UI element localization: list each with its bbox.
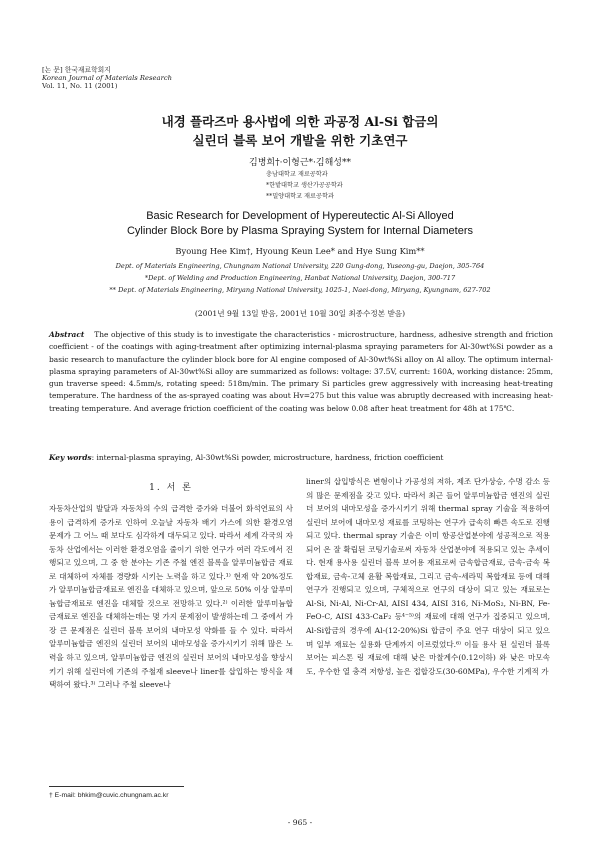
section-heading-introduction: 1. 서 론 [149, 483, 193, 493]
title-en-line1: Basic Research for Development of Hypereutectic Al-Si Alloyed [146, 210, 454, 222]
affiliation-en-2: *Dept. of Welding and Production Engineering, Hanbat National University, Daejon, 300-717 [144, 274, 456, 282]
body-paragraph-right: liner의 삽입방식은 변형이나 가공성의 저하, 제조 단가상승, 수명 감소 등의 많은 문제점을 갖고 있다. 따라서 최근 들어 알루미늄합금 엔진의 실린더 보어의 내마모성을 증가시키기 위해 thermal spray 기술을 적용하여 실린더 보어에 내마모성 재료를 코팅하는 연구가 급속히 빠른 속도로 진행되고 있다. thermal spray 기술은 이미 항공산업분야에 성공적으로 적용되어 온 잘 확립된 코팅기술로써 자동차 산업분야에 적용되고 있는 추세이다. 현재 용사용 실린더 블록 보어용 재료로써 금속합금재료, 금속-금속 복합재료, 금속-고체 윤활 복합재료, 그리고 금속-세라믹 복합재료 등에 대해 연구가 진행되고 있으며, 구체적으로 연구의 대상이 되고 있는 재료로는 Al-Si, Ni-Al, Ni-Cr-Al, AISI 434, AISI 316, Ni-MoS₂, Ni-BN, Fe-FeO-C, AISI 433-CaF₂ 등⁴⁻⁵⁾의 재료에 대해 연구가 집중되고 있으며, Al-Si합금의 경우에 Al-(12-20%)Si 합금이 주요 연구 대상이 되고 있으며 일부 재료는 실용화 단계까지 이르렀었다.⁶⁾ 이들 용사 된 실린더 블록 보어는 피스톤 링 재료에 대해 낮은 마찰계수(0.12이하) 와 낮은 마모속도, 우수한 열 충격 저항성, 높은 접합강도(30-60MPa), 우수한 기계적 가 [306, 477, 550, 676]
journal-name-ko: [논 문] 한국재료학회지 [42, 66, 111, 74]
body-paragraph-left: 자동차산업의 발달과 자동차의 수의 급격한 증가와 더불어 화석연료의 사용이 급격하게 증가로 인하여 오늘날 자동차 배기 가스에 의한 환경오염 문제가 그 어느 때 보다도 심각하게 대두되고 있다. 따라서 세계 각국의 자동차 산업에서는 이러한 환경오염을 줄이기 위한 연구가 여러 각도에서 진행되고 있으며, 그 중 한 분야는 기존 주철 엔진 블록을 알루미늄합금 재료로 대체하여 자체를 경량화 시키는 노력을 하고 있다.¹⁾ 현재 약 20%정도가 알루미늄합금재료로 엔진을 대체하고 있으며, 앞으로 50% 이상 알루미늄합금재료로 엔진을 대체할 것으로 전망하고 있다.²⁾ 이러한 알루미늄합금재료로 엔진을 대체하는데는 몇 가지 문제점이 발생하는데 그 중에서 가장 큰 문제점은 실린더 블록 보어의 내마모성 약화를 들 수 있다. 따라서 알루미늄합금 엔진의 실린더 보어의 내마모성을 증가시키기 위해 많은 노력을 하고 있으며, 알루미늄합금 엔진의 실린더 보어의 내마모성을 향상시키기 위해 실린더에 기존의 주철재 sleeve나 liner를 삽입하는 방식을 채택하여 왔다.³⁾ 그러나 주철 sleeve나 [49, 504, 293, 690]
journal-volume: Vol. 11, No. 11 (2001) [42, 82, 118, 91]
keywords [49, 452, 553, 464]
authors-en: Byoung Hee Kim†, Hyoung Keun Lee* and Hye Sung Kim** [175, 246, 425, 256]
abstract-text: The objective of this study is to investigate the characteristics - microstructure, hardness, adhesive strength and friction coefficient - of the coatings with aging-treatment after optimizing internal-plasma spraying parameters for Al-30wt%Si powder as a basic research to manufacture the cylinder block bore for Al engine composed of Al-30wt%Si alloy on Al alloy. The optimum internal-plasma spraying parameters of Al-30wt%Si alloy are summarized as follows: voltage: 37.5V, current: 160A, working distance: 25mm, gun traverse speed: 4.5mm/s, rotating speed: 518m/min. The primary Si particles grew aggressively with increasing heat-treating temperature. The hardness of the as-sprayed coating was about Hv=275 but this value was abruptly decreased with increasing heat-treating temperature. And average friction coefficient of the coating was below 0.08 after heat treatment for 48h at 175℃. [49, 330, 553, 413]
received-dates: (2001년 9월 13일 받음, 2001년 10월 30일 최종수정본 받음) [194, 309, 406, 318]
affiliation-en-1: Dept. of Materials Engineering, Chungnam National University, 220 Gung-dong, Yuseong-gu, Daejon, 305-764 [115, 262, 485, 270]
keywords-text: : internal-plasma spraying, Al-30wt%Si powder, microstructure, hardness, friction coefficient [91, 453, 444, 462]
title-ko-line2: 실린더 블록 보어 개발을 위한 기초연구 [192, 133, 408, 148]
page-number: - 965 - [287, 818, 313, 827]
journal-name-en: Korean Journal of Materials Research [42, 74, 173, 83]
authors-ko: 김병희†·이형근*·김해성** [249, 158, 351, 168]
footnote-email: † E-mail: bhkim@cuvic.chungnam.ac.kr [49, 792, 169, 799]
affiliation-en-3: ** Dept. of Materials Engineering, Miryang National University, 1025-1, Naei-dong, Miryang, Kyungnam, 627-702 [109, 286, 491, 294]
body-column-left [49, 480, 293, 692]
footnote-divider [49, 786, 184, 787]
affiliation-ko-2: *한밭대학교 생산가공공학과 [266, 182, 343, 189]
body-column-right [306, 475, 550, 678]
abstract [49, 329, 553, 415]
abstract-label: Abstract [49, 330, 85, 339]
keywords-label: Key words [49, 453, 92, 462]
title-ko-line1: 내경 플라즈마 용사법에 의한 과공정 Al-Si 합금의 [161, 114, 439, 129]
journal-header [42, 66, 172, 91]
affiliation-ko-3: **밀양대학교 재료공학과 [266, 193, 334, 200]
title-en-line2: Cylinder Block Bore by Plasma Spraying System for Internal Diameters [126, 225, 474, 237]
affiliation-ko-1: 충남대학교 재료공학과 [266, 171, 328, 178]
